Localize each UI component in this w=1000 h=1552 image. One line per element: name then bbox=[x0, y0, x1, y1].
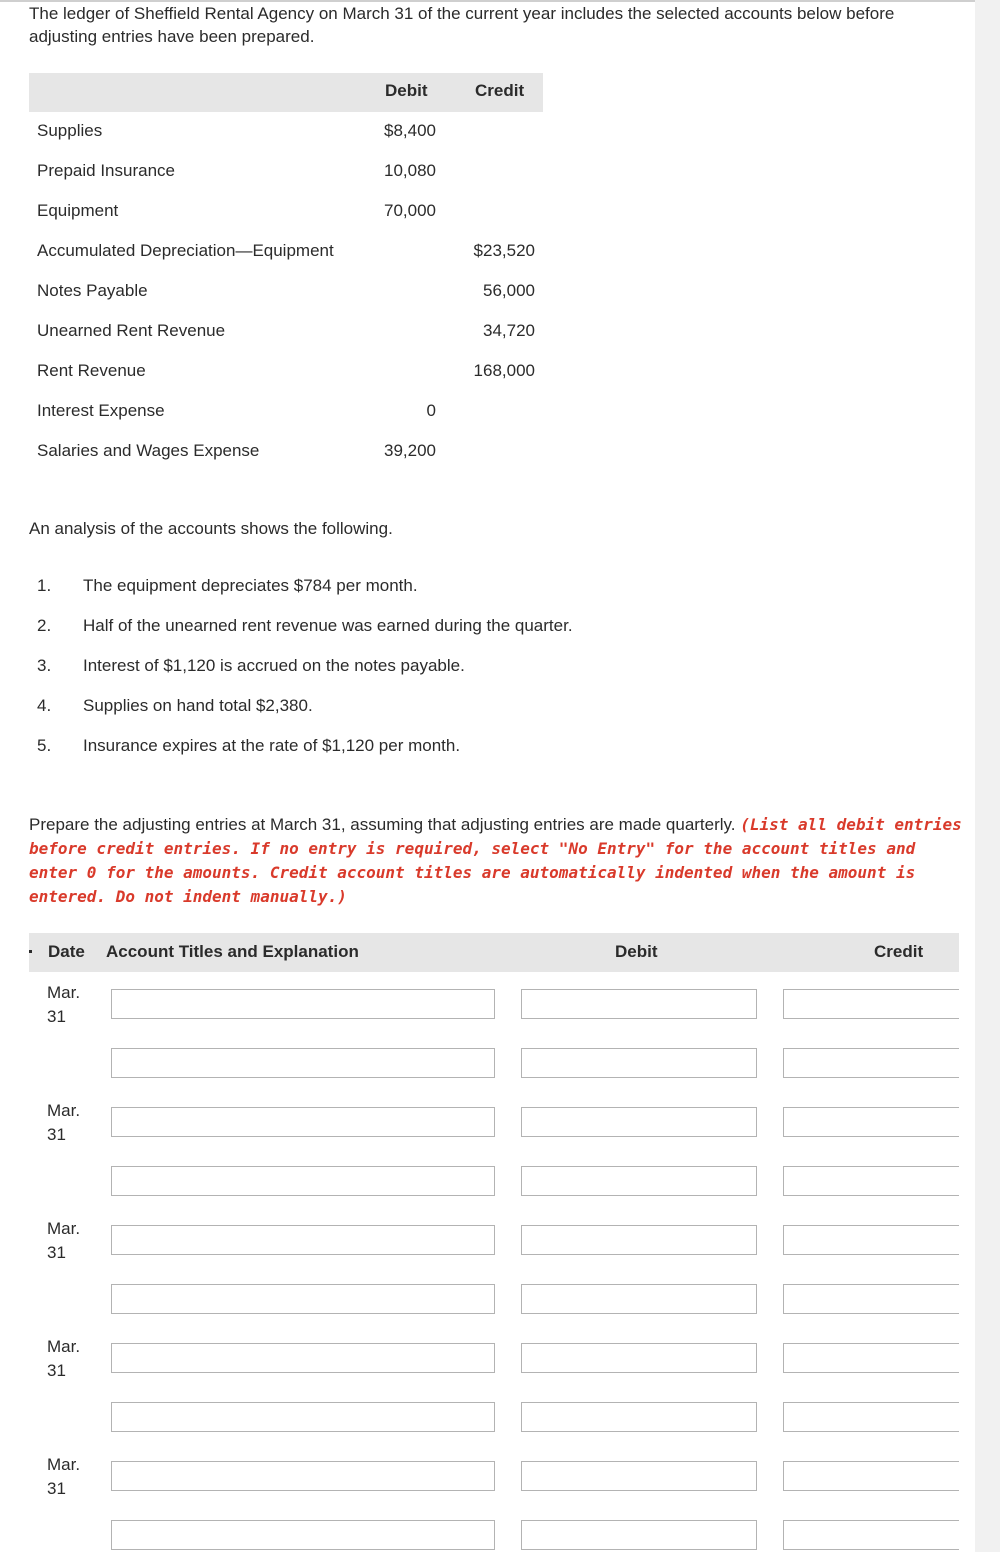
debit-input[interactable] bbox=[521, 1107, 757, 1137]
date-day: 31 bbox=[47, 1479, 66, 1498]
analysis-intro: An analysis of the accounts shows the following. bbox=[29, 519, 393, 538]
date-day: 31 bbox=[47, 1125, 66, 1144]
item-number: 2. bbox=[37, 616, 52, 635]
instructions-main: Prepare the adjusting entries at March 31, assuming that adjusting entries are made quarterly. bbox=[29, 815, 736, 834]
credit-input[interactable] bbox=[783, 1520, 959, 1550]
ledger-header bbox=[29, 73, 543, 112]
credit-input[interactable] bbox=[783, 1343, 959, 1373]
entry-date bbox=[47, 1335, 80, 1383]
page-margin bbox=[975, 0, 1000, 1552]
debit-input[interactable] bbox=[521, 1343, 757, 1373]
credit-input[interactable] bbox=[783, 1461, 959, 1491]
journal-credit-header: Credit bbox=[874, 942, 924, 961]
date-month: Mar. bbox=[47, 983, 81, 1002]
item-text: Interest of $1,120 is accrued on the notes payable. bbox=[83, 656, 465, 675]
debit-input[interactable] bbox=[521, 1520, 757, 1550]
ledger-account: Equipment bbox=[37, 201, 119, 220]
account-title-input[interactable] bbox=[111, 1107, 495, 1137]
analysis-item bbox=[29, 576, 729, 616]
ledger-row bbox=[29, 272, 543, 312]
date-month: Mar. bbox=[47, 1101, 81, 1120]
date-day: 31 bbox=[47, 1007, 66, 1026]
credit-input[interactable] bbox=[783, 1284, 959, 1314]
account-title-input[interactable] bbox=[111, 1343, 495, 1373]
journal-debit-header: Debit bbox=[615, 942, 658, 961]
credit-input[interactable] bbox=[783, 1402, 959, 1432]
instructions bbox=[29, 813, 964, 909]
ledger-debit: 10,080 bbox=[384, 161, 436, 180]
entry-date bbox=[47, 1217, 80, 1265]
ledger-account: Notes Payable bbox=[37, 281, 148, 300]
ledger-debit: $8,400 bbox=[384, 121, 436, 140]
debit-input[interactable] bbox=[521, 1225, 757, 1255]
debit-input[interactable] bbox=[521, 1402, 757, 1432]
ledger-debit: 70,000 bbox=[384, 201, 436, 220]
item-number: 1. bbox=[37, 576, 52, 595]
ledger-credit: $23,520 bbox=[473, 241, 535, 260]
ledger-credit: 34,720 bbox=[483, 321, 535, 340]
account-title-input[interactable] bbox=[111, 1166, 495, 1196]
item-text: Supplies on hand total $2,380. bbox=[83, 696, 313, 715]
problem-intro: The ledger of Sheffield Rental Agency on March 31 of the current year includes the selected accounts below before adjusting entries have been prepared. bbox=[29, 4, 895, 46]
ledger-account: Unearned Rent Revenue bbox=[37, 321, 226, 340]
account-title-input[interactable] bbox=[111, 1048, 495, 1078]
instructions-note: (List all debit entries before credit entries. If no entry is required, select "No Entry" for the account titles and enter 0 for the amounts. Credit account titles are automatically indented when the amount is entered. Do not indent manually.) bbox=[29, 815, 962, 906]
journal-header bbox=[29, 933, 959, 972]
date-month: Mar. bbox=[47, 1337, 81, 1356]
ledger-credit: 168,000 bbox=[473, 361, 535, 380]
entry-date bbox=[47, 1099, 80, 1147]
date-day: 31 bbox=[47, 1361, 66, 1380]
credit-input[interactable] bbox=[783, 1225, 959, 1255]
ledger-debit-header: Debit bbox=[385, 81, 428, 100]
ledger-debit: 0 bbox=[426, 401, 436, 420]
ledger-debit: 39,200 bbox=[384, 441, 436, 460]
account-title-input[interactable] bbox=[111, 989, 495, 1019]
account-title-input[interactable] bbox=[111, 1284, 495, 1314]
credit-input[interactable] bbox=[783, 1048, 959, 1078]
entry-date bbox=[47, 981, 80, 1029]
ledger-row bbox=[29, 232, 543, 272]
ledger-row bbox=[29, 432, 543, 472]
item-text: Half of the unearned rent revenue was earned during the quarter. bbox=[83, 616, 573, 635]
ledger-account: Prepaid Insurance bbox=[37, 161, 175, 180]
date-month: Mar. bbox=[47, 1219, 81, 1238]
ledger-row bbox=[29, 312, 543, 352]
ledger-credit-header: Credit bbox=[475, 81, 525, 100]
item-number: 3. bbox=[37, 656, 52, 675]
ledger-account: Rent Revenue bbox=[37, 361, 146, 380]
ledger-account: Supplies bbox=[37, 121, 103, 140]
analysis-item bbox=[29, 656, 729, 696]
debit-input[interactable] bbox=[521, 1461, 757, 1491]
ledger-credit: 56,000 bbox=[483, 281, 535, 300]
account-title-input[interactable] bbox=[111, 1225, 495, 1255]
item-number: 5. bbox=[37, 736, 52, 755]
credit-input[interactable] bbox=[783, 989, 959, 1019]
ledger-account: Salaries and Wages Expense bbox=[37, 441, 260, 460]
account-title-input[interactable] bbox=[111, 1520, 495, 1550]
entry-date bbox=[47, 1453, 80, 1501]
account-title-input[interactable] bbox=[111, 1461, 495, 1491]
item-number: 4. bbox=[37, 696, 52, 715]
analysis-item bbox=[29, 696, 729, 736]
ledger-row bbox=[29, 192, 543, 232]
ledger-account: Interest Expense bbox=[37, 401, 165, 420]
debit-input[interactable] bbox=[521, 1166, 757, 1196]
date-day: 31 bbox=[47, 1243, 66, 1262]
account-header: Account Titles and Explanation bbox=[106, 942, 359, 961]
analysis-item bbox=[29, 616, 729, 656]
debit-input[interactable] bbox=[521, 989, 757, 1019]
item-text: Insurance expires at the rate of $1,120 per month. bbox=[83, 736, 461, 755]
debit-input[interactable] bbox=[521, 1284, 757, 1314]
ledger-row bbox=[29, 152, 543, 192]
credit-input[interactable] bbox=[783, 1166, 959, 1196]
account-title-input[interactable] bbox=[111, 1402, 495, 1432]
analysis-item bbox=[29, 736, 729, 776]
item-text: The equipment depreciates $784 per month. bbox=[83, 576, 418, 595]
ledger-row bbox=[29, 392, 543, 432]
date-header: Date bbox=[48, 942, 85, 961]
date-month: Mar. bbox=[47, 1455, 81, 1474]
ledger-account: Accumulated Depreciation—Equipment bbox=[37, 241, 334, 260]
ledger-row bbox=[29, 112, 543, 152]
credit-input[interactable] bbox=[783, 1107, 959, 1137]
header-marker bbox=[29, 950, 32, 953]
ledger-row bbox=[29, 352, 543, 392]
debit-input[interactable] bbox=[521, 1048, 757, 1078]
